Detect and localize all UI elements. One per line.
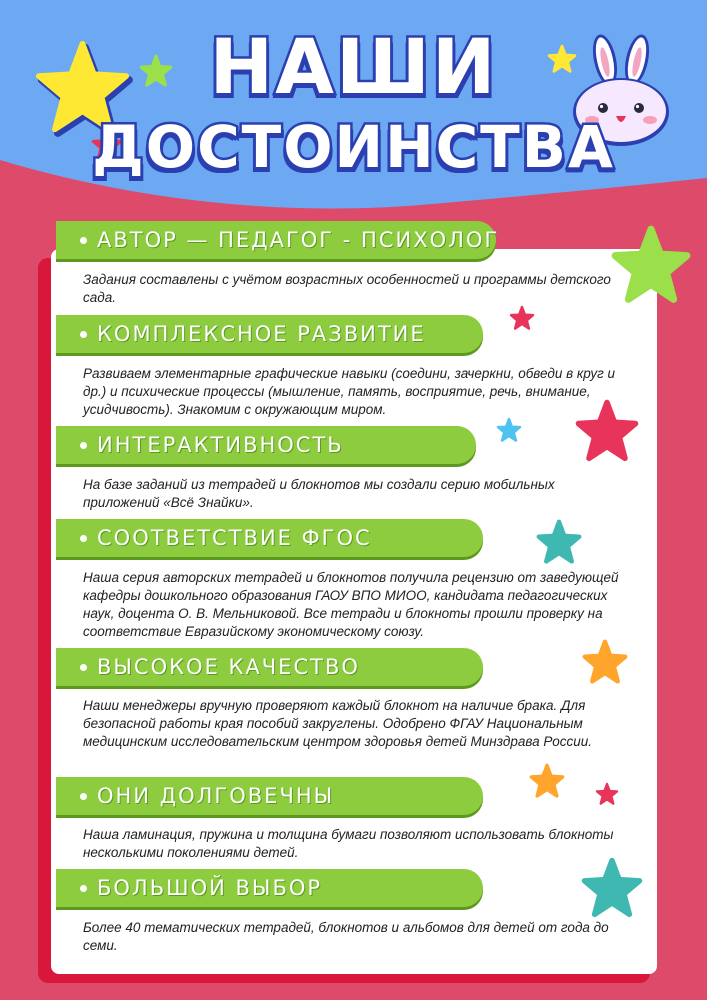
section-text-quality: Наши менеджеры вручную проверяют каждый блокнот на наличие брака. Для безопасной работы края пособий закруглены. Одобрено ФГАУ Национальным медицинским исследовательским центром здоровья детей Минздрава России. xyxy=(83,698,592,749)
bullet-dot-icon xyxy=(80,885,87,892)
bullet-dot-icon xyxy=(80,331,87,338)
section-heading-big-choice: БОЛЬШОЙ ВЫБОР xyxy=(56,869,483,907)
teal-star-icon xyxy=(582,858,642,918)
bullet-dot-icon xyxy=(80,793,87,800)
bullet-dot-icon xyxy=(80,442,87,449)
section-text-complex-development: Развиваем элементарные графические навыки (соедини, зачеркни, обведи в круг и др.) и психические процессы (мышление, память, восприятие, речь, внимание, усидчивость). Знакомим с окружающим миром. xyxy=(83,366,616,417)
page-title-line-1: НАШИ xyxy=(209,22,498,111)
section-text-fgos: Наша серия авторских тетрадей и блокнотов получила рецензию от заведующей кафедры дошкольного образования ГАОУ ВПО МИОО, кандидата педагогических наук, доцента О. В. Мельниковой. Все тетради и блокноты прошли проверку на соответствие Евразийскому экономическому союзу. xyxy=(83,570,619,639)
section-heading-complex-development: КОМПЛЕКСНОЕ РАЗВИТИЕ xyxy=(56,315,483,353)
section-text-big-choice: Более 40 тематических тетрадей, блокнотов и альбомов для детей от года до семи. xyxy=(83,920,609,953)
bullet-dot-icon xyxy=(80,664,87,671)
section-heading-fgos: СООТВЕТСТВИЕ ФГОС xyxy=(56,519,483,557)
page-title-line-2: ДОСТОИНСТВА xyxy=(92,113,615,181)
section-heading-interactivity: ИНТЕРАКТИВНОСТЬ xyxy=(56,426,476,464)
bullet-dot-icon xyxy=(80,237,87,244)
section-text-interactivity: На базе заданий из тетрадей и блокнотов мы создали серию мобильных приложений «Всё Знайки». xyxy=(83,477,555,510)
orange-star-icon xyxy=(583,640,627,684)
green-star-icon xyxy=(612,226,690,304)
section-heading-quality: ВЫСОКОЕ КАЧЕСТВО xyxy=(56,648,483,686)
teal-star-icon xyxy=(537,520,581,564)
blue-star-icon xyxy=(497,418,521,442)
red-star-icon xyxy=(596,783,618,805)
red-star-icon xyxy=(510,306,534,330)
section-text-author: Задания составлены с учётом возрастных особенностей и программы детского сада. xyxy=(83,272,611,305)
section-text-durable: Наша ламинация, пружина и толщина бумаги позволяют использовать блокноты несколькими поколениями детей. xyxy=(83,827,614,860)
section-heading-durable: ОНИ ДОЛГОВЕЧНЫ xyxy=(56,777,483,815)
section-heading-author: АВТОР — ПЕДАГОГ - ПСИХОЛОГ xyxy=(56,221,496,259)
orange-star-icon xyxy=(530,764,564,798)
bullet-dot-icon xyxy=(80,535,87,542)
